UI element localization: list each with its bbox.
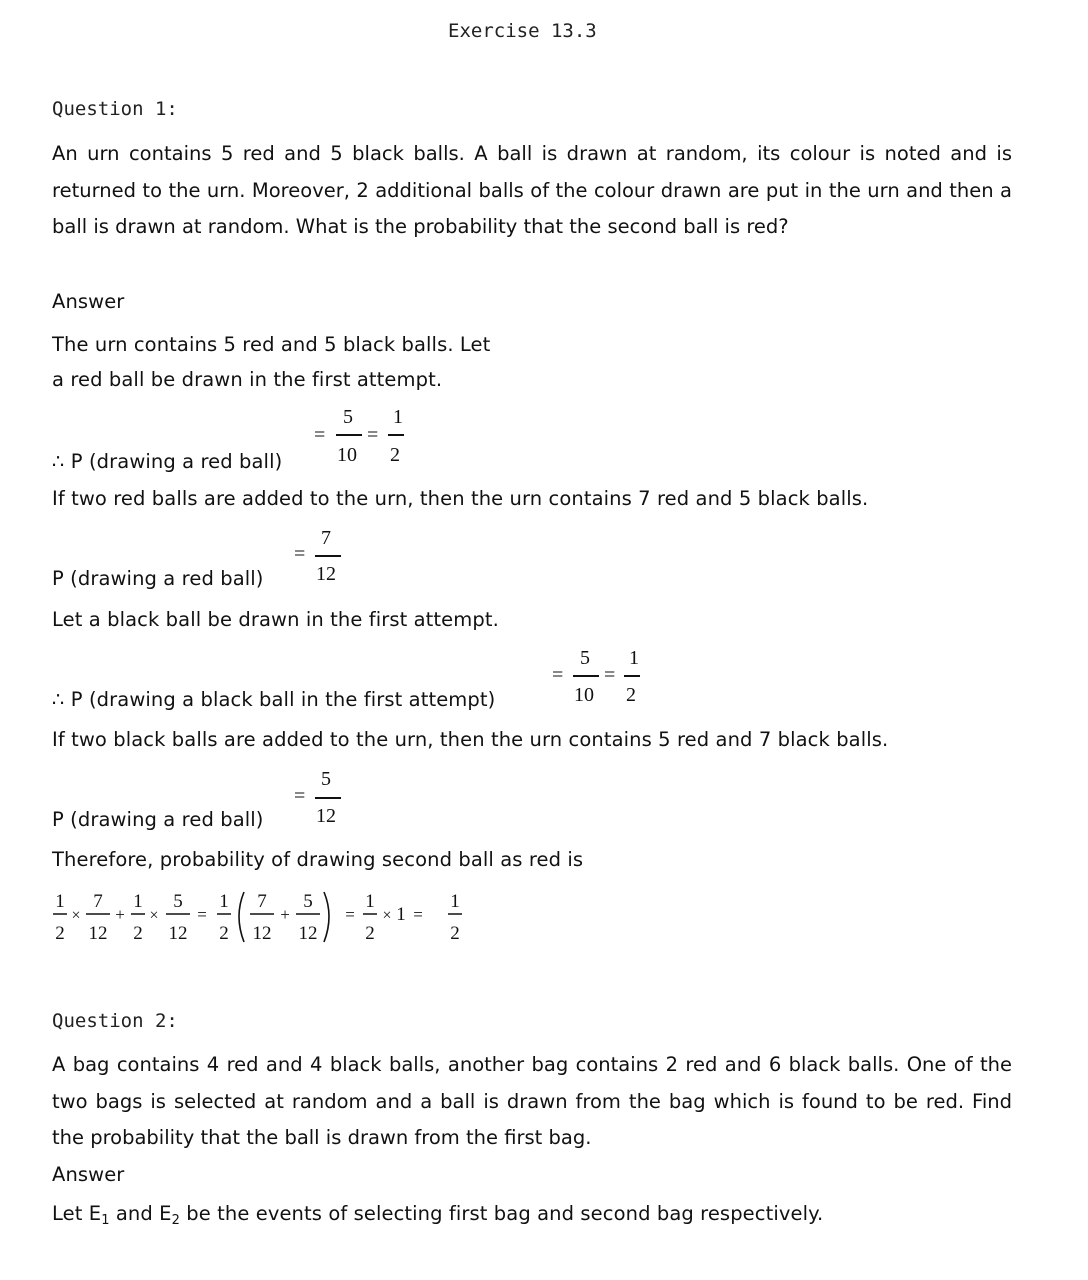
- svg-text:×: ×: [382, 907, 392, 924]
- p-red-5-label: P (drawing a red ball): [52, 808, 264, 831]
- answer-2-text-a: Let E: [52, 1202, 102, 1225]
- question-1-label: Question 1:: [52, 98, 178, 120]
- answer-1-line-4: Let a black ball be drawn in the first attempt.: [52, 608, 499, 631]
- fraction-denominator: 12: [316, 805, 336, 827]
- svg-text:2: 2: [219, 923, 229, 944]
- equals-sign: =: [294, 543, 306, 565]
- svg-text:7: 7: [93, 891, 103, 912]
- svg-text:7: 7: [257, 891, 267, 912]
- question-1-text: An urn contains 5 red and 5 black balls. A ball is drawn at random, its colour is noted and is returned to the urn. Moreover, 2 additional balls of the colour drawn are put in the urn and then a ball is drawn at random. What is the probability that the second ball is red?: [52, 142, 1012, 238]
- fraction-numerator: 5: [321, 768, 331, 790]
- svg-text:+: +: [280, 905, 290, 924]
- fraction-denominator: 10: [337, 444, 357, 466]
- fraction-bar: [624, 675, 640, 677]
- fraction-denominator: 2: [626, 684, 636, 706]
- fraction-bar: [315, 797, 341, 799]
- answer-1-label: Answer: [52, 290, 125, 313]
- answer-1-line-6: Therefore, probability of drawing second ball as red is: [52, 848, 584, 871]
- equals-sign: =: [604, 664, 616, 686]
- svg-text:1: 1: [396, 904, 406, 925]
- equals-sign: =: [552, 664, 564, 686]
- equals-sign: =: [314, 424, 326, 446]
- answer-1-line-2: a red ball be drawn in the first attempt.: [52, 368, 443, 391]
- svg-text:×: ×: [71, 907, 81, 924]
- svg-text:12: 12: [88, 923, 108, 944]
- svg-text:=: =: [413, 905, 423, 924]
- fraction-numerator: 5: [343, 406, 353, 428]
- svg-text:1: 1: [55, 891, 65, 912]
- fraction-numerator: 5: [580, 647, 590, 669]
- svg-text:2: 2: [365, 923, 375, 944]
- fraction-numerator: 1: [393, 406, 403, 428]
- svg-text:×: ×: [149, 907, 159, 924]
- svg-text:1: 1: [450, 891, 460, 912]
- answer-1-line-1: The urn contains 5 red and 5 black balls. Let: [52, 333, 491, 356]
- p-red-first-label: ∴ P (drawing a red ball): [52, 450, 283, 473]
- fraction-bar: [315, 555, 341, 557]
- svg-text:1: 1: [219, 891, 229, 912]
- answer-2-text-c: be the events of selecting first bag and second bag respectively.: [179, 1202, 824, 1225]
- svg-text:=: =: [197, 905, 207, 924]
- svg-text:2: 2: [450, 923, 460, 944]
- subscript-1: 1: [101, 1213, 110, 1228]
- answer-2-label: Answer: [52, 1163, 125, 1186]
- question-2-text: A bag contains 4 red and 4 black balls, another bag contains 2 red and 6 black balls. One of the two bags is selected at random and a ball is drawn from the bag which is found to be red. Find the probability that the ball is drawn from the first bag.: [52, 1053, 1012, 1149]
- fraction-bar: [573, 675, 599, 677]
- answer-1-line-5: If two black balls are added to the urn, then the urn contains 5 red and 7 black balls.: [52, 728, 889, 751]
- svg-text:12: 12: [252, 923, 272, 944]
- subscript-2: 2: [171, 1213, 180, 1228]
- fraction-bar: [336, 434, 362, 436]
- fraction-bar: [388, 434, 404, 436]
- answer-2-text-b: and E: [109, 1202, 172, 1225]
- fraction-denominator: 12: [316, 563, 336, 585]
- equals-sign: =: [367, 424, 379, 446]
- svg-text:12: 12: [168, 923, 188, 944]
- fraction-denominator: 10: [574, 684, 594, 706]
- p-red-7-label: P (drawing a red ball): [52, 567, 264, 590]
- svg-text:2: 2: [133, 923, 143, 944]
- svg-text:5: 5: [173, 891, 183, 912]
- p-black-first-label: ∴ P (drawing a black ball in the first attempt): [52, 688, 496, 711]
- fraction-numerator: 7: [321, 527, 331, 549]
- svg-text:1: 1: [133, 891, 143, 912]
- svg-text:5: 5: [303, 891, 313, 912]
- answer-1-line-3: If two red balls are added to the urn, then the urn contains 7 red and 5 black balls.: [52, 487, 869, 510]
- answer-2-line-1: [52, 1202, 823, 1228]
- final-probability-equation: [50, 886, 480, 958]
- svg-text:+: +: [115, 905, 125, 924]
- fraction-numerator: 1: [629, 647, 639, 669]
- svg-text:1: 1: [365, 891, 375, 912]
- svg-text:2: 2: [55, 923, 65, 944]
- question-2-label: Question 2:: [52, 1010, 178, 1032]
- fraction-denominator: 2: [390, 444, 400, 466]
- svg-text:=: =: [345, 905, 355, 924]
- exercise-title: Exercise 13.3: [448, 20, 597, 42]
- svg-text:12: 12: [298, 923, 318, 944]
- equals-sign: =: [294, 785, 306, 807]
